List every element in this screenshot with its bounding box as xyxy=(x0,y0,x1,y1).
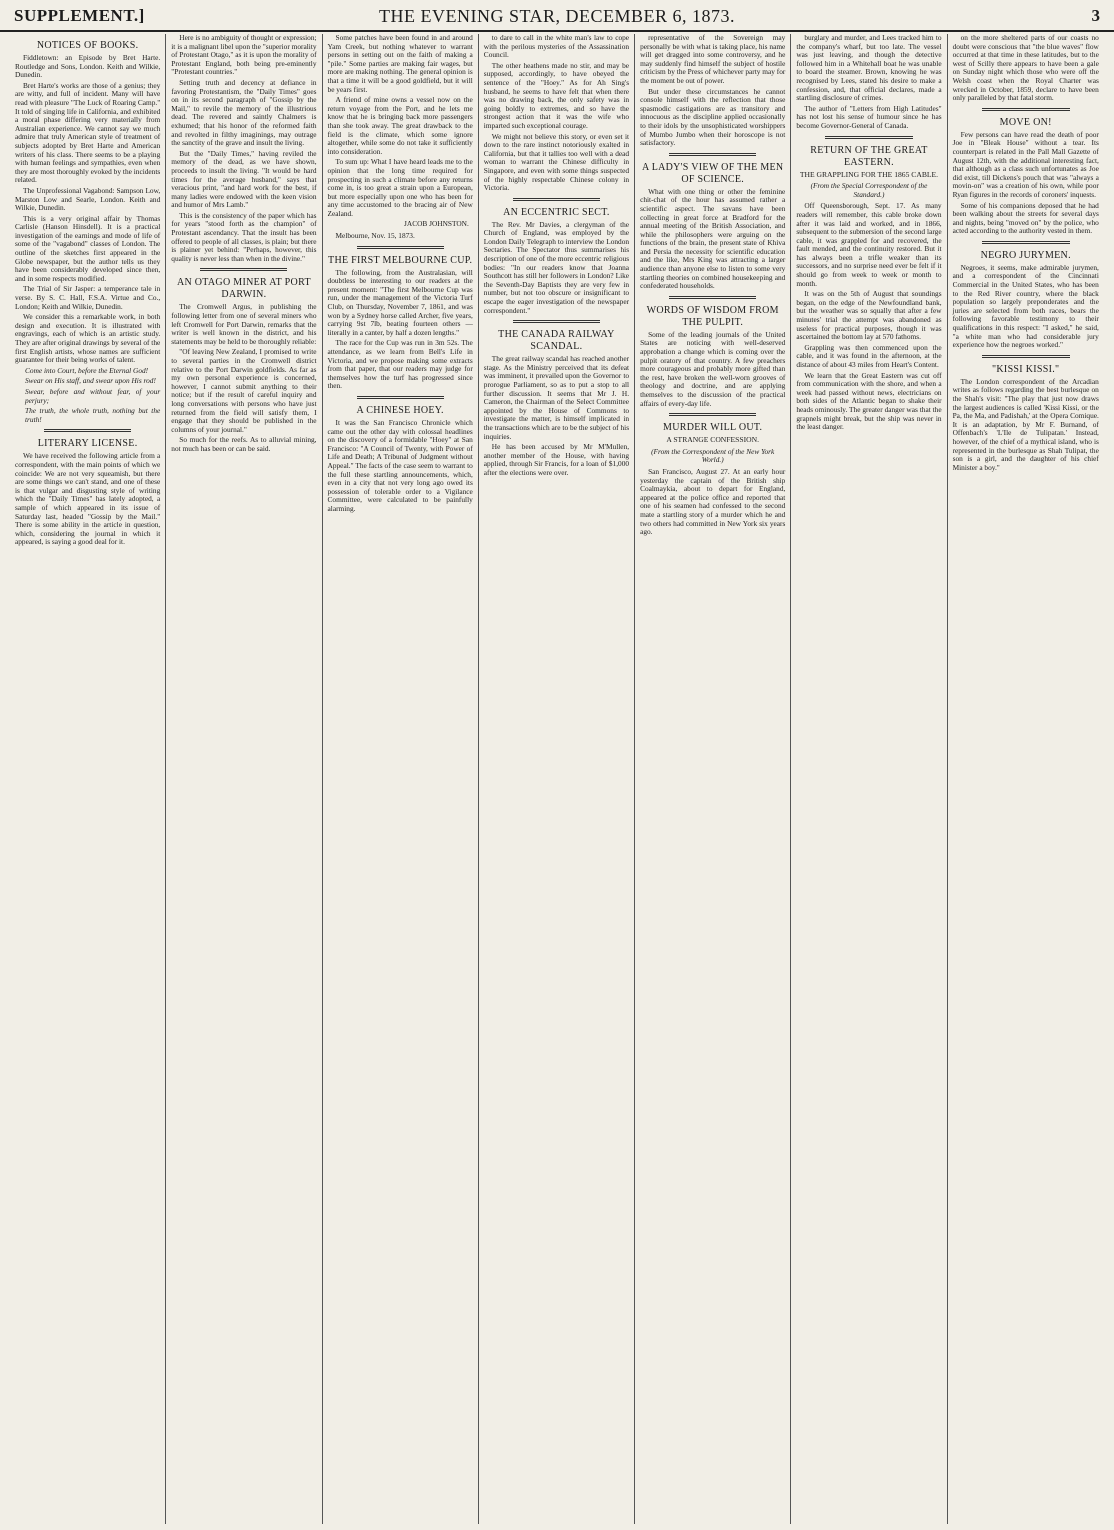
article-columns xyxy=(10,34,1104,1524)
column-6 xyxy=(791,34,947,1524)
poem-line: Come into Court, before the Eternal God! xyxy=(25,365,149,375)
divider xyxy=(44,429,131,432)
paragraph: San Francisco, August 27. At an early hour yesterday the captain of the British ship Coalmaykia, about to depart for England, appeared at the police office and reported that one of his seamen had confessed to the second mate a startling story of a murder which he and two others had committed in New York six years ago. xyxy=(640,466,786,537)
paragraph: It was the San Francisco Chronicle which came out the other day with colossal headlines on the discovery of a formidable "Hoey" at San Francisco: "A Council of Twenty, with Power of Life and Death; A Tribunal of Judgment without Appeal." The facts of the case seem to warrant to the full these startling announcements, which, even in a city that not very long ago owed its possession of tolerable order to a Vigilance Committee, were calculated to be painfully alarming. xyxy=(327,417,473,513)
book-citation: The Unprofessional Vagabond: Sampson Low, Marston Low and Searle, London. Keith and Wilkie, Dunedin. xyxy=(15,185,161,213)
paragraph: But the "Daily Times," having reviled the memory of the dead, as we have shown, proceeds to insult the living. "It would be hard times for the average husband," says that veracious print, "and hard work for the best, if many ladies were endowed with the keen vision and humor of Mrs Lamb." xyxy=(171,148,317,210)
paragraph: This is a very original affair by Thomas Carlisle (Hanson Hinsdell). It is a practical investigation of the earnings and mode of life of some of the "vagabond" classes of London. The outline of the sketches first appeared in the Globe newspaper, but the author tells us they have been considerably developed since then, and in some respects modified. xyxy=(15,213,161,283)
heading-murder-will-out: MURDER WILL OUT. xyxy=(663,422,763,434)
heading-words-of-wisdom: WORDS OF WISDOM FROM THE PULPIT. xyxy=(646,304,779,328)
paragraph: The author of "Letters from High Latitudes" has not lost his sense of humour since he has become Governor-General of Canada. xyxy=(796,103,942,130)
paragraph: We have received the following article from a correspondent, with the main points of which we coincide: We are not very squeamish, but there are some things we can't stand, and one of these is that vulgar and disgusting style of writing which the "Daily Times" has lately adopted, a sample of which appeared in its issue of Saturday last, headed "Gossip by the Mail." There is some ability in the article in question, which, considering the journal in which it appeared, is saying a good deal for it. xyxy=(15,451,161,547)
paragraph: Here is no ambiguity of thought or expression; it is a malignant libel upon the "superior morality of Protestant Otago," as it is upon the morality of Protestant England, both being pre-eminently "Protestant countries." xyxy=(171,34,317,77)
heading-canada-railway: THE CANADA RAILWAY SCANDAL. xyxy=(498,329,615,353)
heading-literary-license: LITERARY LICENSE. xyxy=(37,438,138,450)
paragraph: The other heathens made no stir, and may be supposed, accordingly, to have obeyed the sentence of the "Hoey." As for Ah Sing's husband, he seems to have felt that when there was no drawing back, the only safety was in going boldly to extremes, and so have the strongest action that it was the wife who imparted such exceptional courage. xyxy=(483,60,630,130)
paragraph: to dare to call in the white man's law to cope with the perilous mysteries of the Assassination Council. xyxy=(483,34,630,60)
paragraph: Some of his companions deposed that he had been walking about the streets for several days and nights, being "moved on" by the police, who acted according to the authority vested in them. xyxy=(952,200,1099,236)
divider xyxy=(513,320,600,323)
paragraph: "Of leaving New Zealand, I promised to write to several parties in the Cromwell district relative to the Port Darwin goldfields. As far as my own personal experience is concerned, however, I cannot submit anything to their notice; but if the result of careful inquiry and long conversations with persons who have just returned from the field will satisfy them, I engage that they should be published in the columns of your journal." xyxy=(171,347,317,434)
divider xyxy=(825,136,912,139)
paragraph: Bret Harte's works are those of a genius; they are witty, and full of incident. Many will have read with pleasure "The Luck of Roaring Camp." It told of singing life in California, and exhibited a moral phase differing very materially from Australian experience. We cannot say we much admire that truly American style of treatment of subjects adopted by Bret Harte and American writers of his class. There seems to be a playing with human feelings and sympathies, even when they are most thoroughly evoked by the incidents related. xyxy=(15,80,161,185)
paragraph: The following, from the Australasian, will doubtless be interesting to our readers at the present moment: "The first Melbourne Cup was run, under the management of the Victoria Turf Club, on Thursday, November 7, 1861, and was won by a Sydney horse called Archer, five years, carrying 9st 7lb, beating fourteen others — literally in a canter, by half a dozen lengths." xyxy=(327,267,473,337)
source-note: (From the Correspondent of the New York World.) xyxy=(651,446,775,465)
heading-move-on: MOVE ON! xyxy=(999,116,1052,128)
paragraph: Setting truth and decency at defiance in favoring Protestantism, the "Daily Times" goes on in its second paragraph of "Gossip by the Mail," to revile the memory of the illustrious dead. The revered and saintly Chalmers is exhumed; that his honor of the reformed faith and revolted in filthy imaginings, may outrage the sanctity of the grave and insult the living. xyxy=(171,77,317,148)
paragraph: The race for the Cup was run in 3m 52s. The attendance, as we learn from Bell's Life in Victoria, and we propose making some extracts from that paper, that our readers may judge for themselves how the turf has progressed since then. xyxy=(327,338,473,391)
heading-great-eastern: RETURN OF THE GREAT EASTERN. xyxy=(810,144,928,168)
book-citation: The Trial of Sir Jasper: a temperance tale in verse. By S. C. Hall, F.S.A. Virtue and Co., London; Keith and Wilkie, Dunedin. xyxy=(15,284,161,311)
newspaper-title: THE EVENING STAR, DECEMBER 6, 1873. xyxy=(378,6,736,26)
paragraph: burglary and murder, and Lees tracked him to the company's wharf, but too late. The vessel was just leaving, and though the detective followed him in a Whitehall boat he was unable to board the steamer. Brown, knowing he was recognised by Lees, stated his desire to make a confession, and, that official declares, made a startling disclosure of crimes. xyxy=(796,34,942,103)
heading-otago-miner: AN OTAGO MINER AT PORT DARWIN. xyxy=(176,277,311,301)
column-3 xyxy=(323,34,479,1524)
paragraph: What with one thing or other the feminine chit-chat of the hour has assumed rather a scientific aspect. The savans have been collecting in great force at Bradford for the annual meeting of the British Association, and while the philosophers were arguing on the functions of the brain, the present state of Khiva and Persia the necessity for scientific education and the like, Mrs King was attracting a larger audience than anyone else to listen to some very startling theories on combined housekeeping and confederated households. xyxy=(640,186,786,291)
paragraph: To sum up: What I have heard leads me to the opinion that the long time required for prospecting in such a climate before any returns come in, is too great a strain upon a European, but more especially upon one who has been for any time accustomed to the bracing air of New Zealand. xyxy=(327,157,473,218)
heading-eccentric-sect: AN ECCENTRIC SECT. xyxy=(503,206,610,218)
paragraph: Negroes, it seems, make admirable jurymen, and a correspondent of the Cincinnati Commercial in the United States, who has been to the Red River country, where the black population so largely preponderates and the juries are selected from both races, bears the following favorable testimony to their qualifications in this respect: "I asked," he said, "a white man who had considerable jury experience how the negroes worked." xyxy=(952,262,1099,350)
divider xyxy=(669,413,756,416)
paragraph: We might not believe this story, or even set it down to the rare instinct notoriously exalted in California, but that it tallies too well with a dead woman to warrant the Chinese difficulty in Singapore, and even with some things suspected of the highly respectable Chinese colony in Victoria. xyxy=(483,131,630,193)
divider xyxy=(669,153,756,156)
poem-line: Swear on His staff, and swear upon His rod! xyxy=(25,376,156,386)
divider xyxy=(357,396,444,399)
paragraph: Few persons can have read the death of poor Joe in "Bleak House" without a tear. Its counterpart is related in the Pall Mall Gazette of August 12th, with the additional interesting fact, that although as a class such unfortunates as Joe did exist, till Dickens's pouch that was "always a movin-on" was a creation of his own, while poor Ryan figures in the records of coroners' inquests. xyxy=(952,129,1099,199)
dateline: Melbourne, Nov. 15, 1873. xyxy=(335,231,415,241)
paragraph: The Rev. Mr Davies, a clergyman of the Church of England, was employed by the London Daily Telegraph to interview the London Sectaries. The Spectator thus summarises his description of one of the more eccentric religious bodies: "In our readers know that Joanna Southcott has still her followers in London? Like the Seventh-Day Baptists they are very few in number, but not too obscure or insignificant to escape the eager investigation of the newspaper correspondent." xyxy=(483,219,630,315)
paragraph: But under these circumstances he cannot console himself with the reflection that those spasmodic castigations are as transitory and innocuous as the discipline applied occasionally to their idols by the unsophisticated worshippers of Mumbo Jumbo when their horoscope is not satisfactory. xyxy=(640,86,786,148)
divider xyxy=(513,198,600,201)
divider xyxy=(200,268,287,271)
divider xyxy=(982,241,1070,244)
page-number: 3 xyxy=(1091,6,1100,25)
heading-melbourne-cup: THE FIRST MELBOURNE CUP. xyxy=(328,254,473,266)
divider xyxy=(669,296,756,299)
divider xyxy=(357,246,444,249)
paragraph: This is the consistency of the paper which has for years "stood forth as the champion" of Protestant ascendancy. That the insult has been offered to people of all classes, is plain; but there is plainer yet behind: "Perhaps, however, this quality is never less than when in the divine." xyxy=(171,210,317,263)
masthead xyxy=(0,0,1114,32)
heading-ladys-view: A LADY'S VIEW OF THE MEN OF SCIENCE. xyxy=(641,161,784,185)
paragraph: The London correspondent of the Arcadian writes as follows regarding the best burlesque on the Shah's visit: "The play that just now draws the largest audiences is called 'Kissi Kissi, or the Pa, the Ma, and Padishah,' at the Opera Comique. It is an adaptation, by Mr F. Burnand, of Offenbach's 'L'Ile de Tulipatan.' Instead, however, of the chief of a mythical island, who is represented in the burlesque as Shah Tulipat, the son is a girl, and the daughter of his chief Minister a boy." xyxy=(952,376,1099,472)
paragraph: He has been accused by Mr M'Mullen, another member of the House, with having applied, through Sir Francis, for a loan of $1,000 after the elections were over. xyxy=(483,442,630,477)
paragraph: We learn that the Great Eastern was cut off from communication with the shore, and when a week had passed without news, electricians on both sides of the Atlantic began to shake their heads ominously. The greater danger was that the grapnels might break, but the ship was never in the least danger. xyxy=(796,370,942,432)
paragraph: We consider this a remarkable work, in both design and execution. It is illustrated with engravings, each of which is an artistic study. They are after original drawings by several of the first English artists, whose names are sufficient guarantee for their being works of talent. xyxy=(15,312,161,365)
poem-line: Swear, before and without fear, of your perjury; xyxy=(25,386,161,405)
divider xyxy=(982,108,1070,111)
paragraph: on the more sheltered parts of our coasts no doubt were conscious that "the blue waves" flow occurred at that time in these latitudes, but to the west of Scilly there appears to have been a gale on Sunday night which those who were off the Welsh coast when the Royal Charter was wrecked in October, 1859, declare to have been only paralleled by that fatal storm. xyxy=(952,34,1099,103)
paragraph: It was on the 5th of August that soundings began, on the edge of the Newfoundland bank, but the weather was so squally that after a few minutes' trial the attempt was abandoned as useless for practical purposes, though it was ascertained the bottom lay at 570 fathoms. xyxy=(796,289,942,342)
subheading: A STRANGE CONFESSION. xyxy=(666,435,759,445)
book-citation: Fiddletown: an Episode by Bret Harte. Routledge and Sons, London. Keith and Wilkie, Dunedin. xyxy=(15,53,161,80)
paragraph: Grappling was then commenced upon the cable, and it was found in the afternoon, at the distance of about 43 miles from Heart's Content. xyxy=(796,342,942,369)
divider xyxy=(982,355,1070,358)
signature: JACOB JOHNSTON. xyxy=(404,219,469,229)
column-5 xyxy=(635,34,791,1524)
column-4 xyxy=(479,34,635,1524)
heading-kissi-kissi: "KISSI KISSI." xyxy=(992,363,1060,375)
paragraph: So much for the reefs. As to alluvial mining, not much has been or can be said. xyxy=(171,435,317,453)
paragraph: A friend of mine owns a vessel now on the return voyage from the Port, and he lets me know that he is bringing back more passengers than she took away. The great drawback to the field is the climate, which some ignore altogether, while some do not take it sufficiently into consideration. xyxy=(327,95,473,156)
heading-notices-of-books: NOTICES OF BOOKS. xyxy=(36,40,139,51)
column-1 xyxy=(10,34,166,1524)
paragraph: Some of the leading journals of the United States are noticing with well-deserved approbation a change which is coming over the pulpit oratory of that country. A few preachers more courageous and probably more gifted than the rest, have broken the well-worn grooves of theology and doctrine, and are applying themselves to the discussion of the practical affairs of every-day life. xyxy=(640,329,786,408)
paragraph: The Cromwell Argus, in publishing the following letter from one of several miners who left Cromwell for Port Darwin, remarks that the writer is well known in the district, and his statements may be held to be thoroughly reliable: xyxy=(171,302,317,346)
subheading: THE GRAPPLING FOR THE 1865 CABLE. xyxy=(799,169,939,179)
heading-chinese-hoey: A CHINESE HOEY. xyxy=(356,404,444,416)
paragraph: Off Queensborough, Sept. 17. As many readers will remember, this cable broke down after it was laid and worked, and in 1866, subsequent to the submersion of the second large cable, it was grappled for and recovered, the fault mended, and the continuity restored. But it has always been a trifle weaker than its successors, and no surprise need ever be felt if it should go from week to week or month to month. xyxy=(796,201,942,288)
source-note: (From the Special Correspondent of the Standard.) xyxy=(810,181,928,199)
column-7 xyxy=(948,34,1104,1524)
poem-line: The truth, the whole truth, nothing but the truth! xyxy=(25,406,161,424)
paragraph: representative of the Sovereign may personally be with what is taking place, his name will get dragged into some controversy, and he may suddenly find himself the subject of hostile criticism by the Press of whichever party may for the moment be out of power. xyxy=(640,34,786,85)
column-2 xyxy=(166,34,322,1524)
supplement-label: SUPPLEMENT.] xyxy=(14,6,145,25)
heading-negro-jurymen: NEGRO JURYMEN. xyxy=(980,249,1071,261)
paragraph: The great railway scandal has reached another stage. As the Ministry perceived that its defeat was imminent, it prevailed upon the Governor to prorogue Parliament, so as to put a stop to all further discussion. It seems that Mr J. H. Cameron, the Chairman of the Select Committee appointed by the House of Commons to investigate the matter, is himself implicated in the transactions which are to be the subject of his inquiries. xyxy=(483,354,630,441)
paragraph: Some patches have been found in and around Yam Creek, but nothing whatever to warrant persons in setting out on the faith of making a "pile." Some parties are making fair wages, but more are making nothing. The general opinion is that a time it will be a good goldfield, but it will be years first. xyxy=(327,34,473,94)
